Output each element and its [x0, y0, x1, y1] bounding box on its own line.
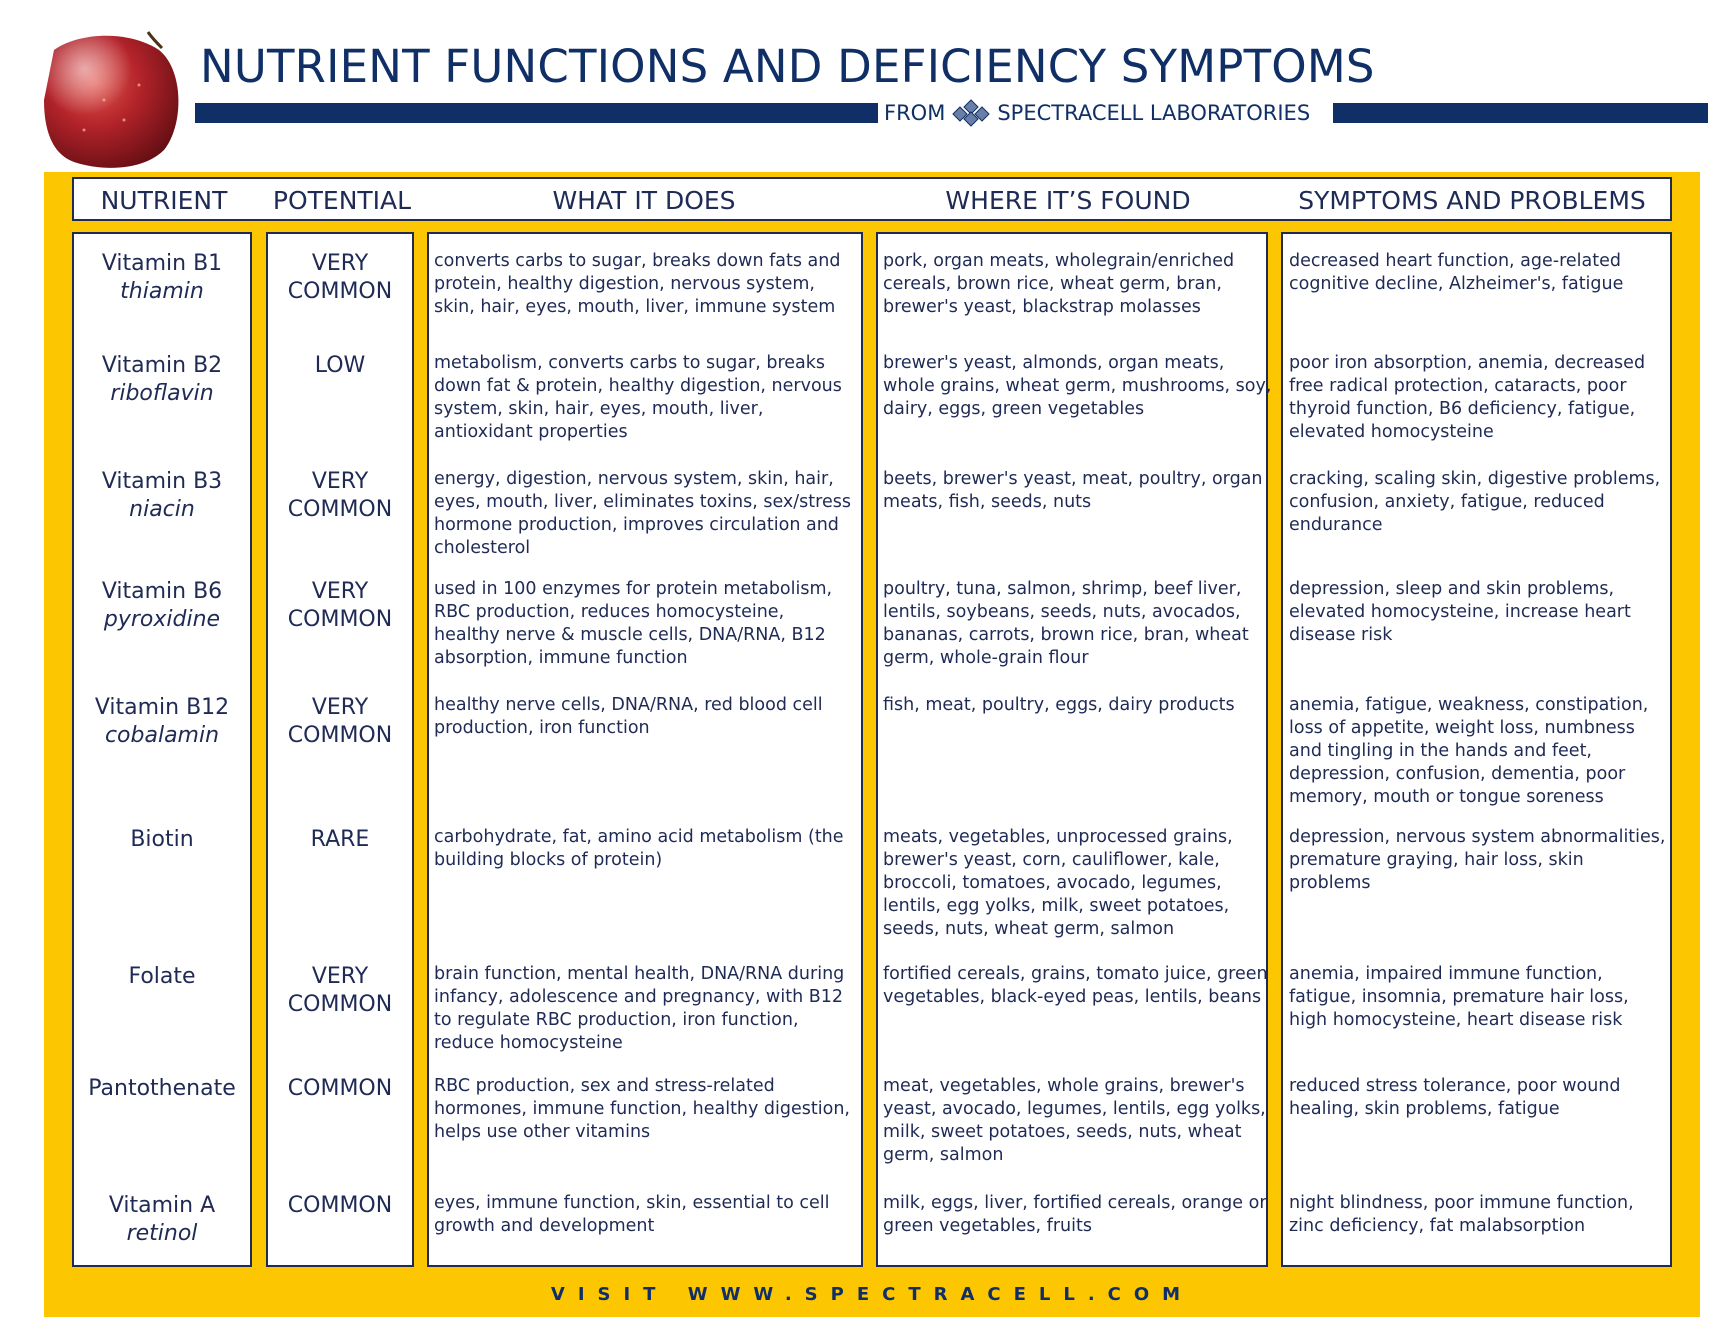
- page-title: NUTRIENT FUNCTIONS AND DEFICIENCY SYMPTOMS: [200, 40, 1375, 93]
- what-it-does-text: used in 100 enzymes for protein metabolism, RBC production, reduces homocysteine, healthy nerve & muscle cells, DNA/RNA, B12 absorption, immune function: [434, 579, 833, 668]
- deficiency-potential: LOW: [314, 353, 366, 378]
- what-it-does-text: metabolism, converts carbs to sugar, breaks down fat & protein, healthy digestion, nervous system, skin, hair, eyes, mouth, liver, antioxidant properties: [434, 353, 842, 442]
- where-found-text: beets, brewer's yeast, meat, poultry, organ meats, fish, seeds, nuts: [883, 469, 1263, 512]
- where-found-text: fish, meat, poultry, eggs, dairy products: [883, 695, 1235, 715]
- nutrient-name: Vitamin B2 riboflavin: [72, 352, 252, 408]
- where-found-text: meats, vegetables, unprocessed grains, brewer's yeast, corn, cauliflower, kale, broccoli, tomatoes, avocado, legumes, lentils, egg yolks, milk, sweet potatoes, seeds, nuts, wheat germ, salmon: [883, 827, 1233, 939]
- column-header-nutrient: NUTRIENT: [100, 186, 228, 215]
- what-it-does-text: healthy nerve cells, DNA/RNA, red blood cell production, iron function: [434, 695, 823, 738]
- nutrient-name: Vitamin B6 pyroxidine: [72, 578, 252, 634]
- symptoms-text: night blindness, poor immune function, zinc deficiency, fat malabsorption: [1289, 1193, 1634, 1236]
- deficiency-potential: COMMON: [287, 1193, 393, 1218]
- byline: [884, 99, 1329, 127]
- nutrient-name: Vitamin B12 cobalamin: [72, 694, 252, 750]
- nutrient-name: Pantothenate: [88, 1076, 236, 1101]
- symptoms-text: poor iron absorption, anemia, decreased free radical protection, cataracts, poor thyroid function, B6 deficiency, fatigue, elevated homocysteine: [1289, 353, 1646, 442]
- spectracell-logo-icon: [951, 99, 991, 127]
- what-it-does-text: energy, digestion, nervous system, skin, hair, eyes, mouth, liver, eliminates toxins, sex/stress hormone production, improves circulation and cholesterol: [434, 469, 851, 558]
- where-found-text: pork, organ meats, wholegrain/enriched cereals, brown rice, wheat germ, bran, brewer's yeast, blackstrap molasses: [883, 251, 1235, 317]
- nutrient-alias: niacin: [129, 497, 195, 522]
- title-rule-right: [1333, 103, 1708, 123]
- where-found-text: fortified cereals, grains, tomato juice, green vegetables, black-eyed peas, lentils, beans: [883, 964, 1268, 1007]
- nutrient-name: Vitamin A retinol: [72, 1192, 252, 1248]
- deficiency-potential: VERY COMMON: [287, 469, 393, 522]
- byline-org: SPECTRACELL LABORATORIES: [997, 101, 1311, 125]
- what-it-does-text: brain function, mental health, DNA/RNA during infancy, adolescence and pregnancy, with B12 to regulate RBC production, iron function, reduce homocysteine: [434, 964, 845, 1053]
- where-found-text: poultry, tuna, salmon, shrimp, beef liver, lentils, soybeans, seeds, nuts, avocados, bananas, carrots, brown rice, bran, wheat germ, whole-grain flour: [883, 579, 1249, 668]
- symptoms-text: cracking, scaling skin, digestive problems, confusion, anxiety, fatigue, reduced endurance: [1289, 469, 1661, 535]
- what-it-does-text: eyes, immune function, skin, essential to cell growth and development: [434, 1193, 830, 1236]
- column-header-row: [72, 177, 1672, 221]
- where-found-text: brewer's yeast, almonds, organ meats, whole grains, wheat germ, mushrooms, soy, dairy, eggs, green vegetables: [883, 353, 1272, 419]
- nutrient-alias: thiamin: [120, 279, 204, 304]
- deficiency-potential: VERY COMMON: [287, 579, 393, 632]
- deficiency-potential: VERY COMMON: [287, 251, 393, 304]
- nutrient-alias: pyroxidine: [103, 607, 221, 632]
- where-found-text: milk, eggs, liver, fortified cereals, orange or green vegetables, fruits: [883, 1193, 1267, 1236]
- symptoms-text: anemia, impaired immune function, fatigue, insomnia, premature hair loss, high homocysteine, heart disease risk: [1289, 964, 1629, 1030]
- byline-prefix: FROM: [884, 101, 946, 125]
- symptoms-text: depression, sleep and skin problems, elevated homocysteine, increase heart disease risk: [1289, 579, 1631, 645]
- column-header-what-it-does: WHAT IT DOES: [552, 186, 736, 215]
- deficiency-potential: VERY COMMON: [287, 695, 393, 748]
- what-it-does-text: RBC production, sex and stress-related hormones, immune function, healthy digestion, helps use other vitamins: [434, 1076, 850, 1142]
- deficiency-potential: RARE: [310, 827, 370, 852]
- apple-icon: [44, 30, 179, 170]
- nutrient-name: Biotin: [130, 827, 194, 852]
- title-rule-left: [195, 103, 878, 123]
- nutrient-alias: retinol: [126, 1221, 198, 1246]
- symptoms-text: decreased heart function, age-related cognitive decline, Alzheimer's, fatigue: [1289, 251, 1624, 294]
- nutrient-alias: riboflavin: [110, 381, 214, 406]
- nutrient-name: Vitamin B3 niacin: [72, 468, 252, 524]
- nutrient-table-panel: [44, 172, 1700, 1317]
- nutrient-name: Vitamin B1 thiamin: [72, 250, 252, 306]
- nutrient-alias: cobalamin: [104, 723, 220, 748]
- symptoms-text: reduced stress tolerance, poor wound healing, skin problems, fatigue: [1289, 1076, 1621, 1119]
- column-header-potential: POTENTIAL: [272, 186, 412, 215]
- nutrient-name: Folate: [128, 964, 196, 989]
- symptoms-text: depression, nervous system abnormalities, premature graying, hair loss, skin problems: [1289, 827, 1666, 893]
- column-header-where-found: WHERE IT’S FOUND: [945, 186, 1191, 215]
- symptoms-text: anemia, fatigue, weakness, constipation, loss of appetite, weight loss, numbness and tingling in the hands and feet, depression, confusion, dementia, poor memory, mouth or tongue soreness: [1289, 695, 1649, 807]
- deficiency-potential: VERY COMMON: [287, 964, 393, 1017]
- website-footer[interactable]: VISIT WWW.SPECTRACELL.COM: [550, 1284, 1194, 1305]
- column-header-symptoms: SYMPTOMS AND PROBLEMS: [1298, 186, 1646, 215]
- where-found-text: meat, vegetables, whole grains, brewer's yeast, avocado, legumes, lentils, egg yolks, milk, sweet potatoes, seeds, nuts, wheat germ, salmon: [883, 1076, 1266, 1165]
- what-it-does-text: converts carbs to sugar, breaks down fats and protein, healthy digestion, nervous system, skin, hair, eyes, mouth, liver, immune system: [434, 251, 841, 317]
- what-it-does-text: carbohydrate, fat, amino acid metabolism (the building blocks of protein): [434, 827, 844, 870]
- deficiency-potential: COMMON: [287, 1076, 393, 1101]
